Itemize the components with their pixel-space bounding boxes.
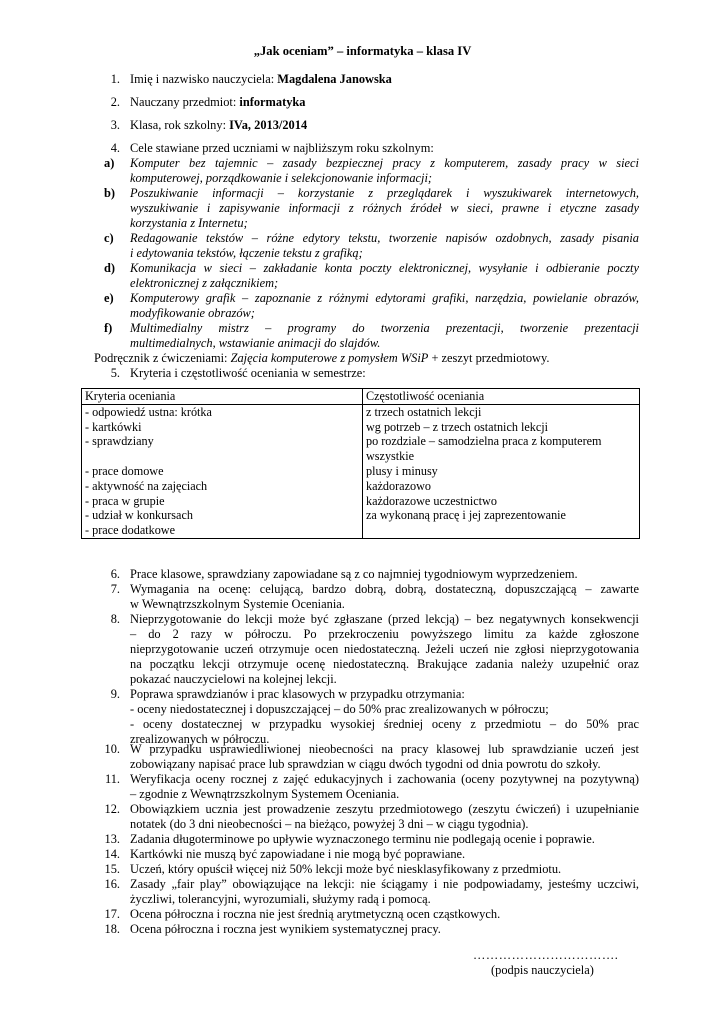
rule-line: na początku lekcji otrzymuje ocenę niedostateczną. Brakujące zadania należy uzupełnić oraz [130,657,639,671]
frequency-line: za wykonaną pracę i jej zaprezentowanie [366,508,566,523]
criteria-line: - udział w konkursach [85,508,193,523]
rule-line: Prace klasowe, sprawdziany zapowiadane są z co najmniej tygodniowym wyprzedzeniem. [130,567,578,581]
goal-line: komputerowej, porządkowanie i selekcjonowanie informacji; [130,171,433,185]
rule-line: Obowiązkiem ucznia jest prowadzenie zeszytu przedmiotowego (zeszytu ćwiczeń) i uzupełnianie [130,802,639,816]
rule-number: 11. [104,772,120,786]
table-header-cell: Kryteria oceniania [82,389,363,405]
rule-number: 13. [104,832,120,846]
rule-number: 12. [104,802,120,816]
rule-number: 10. [104,742,120,756]
item-number: 5. [110,366,120,380]
goal-line: Komputer bez tajemnic – zasady bezpiecznej pracy z komputerem, zasady pracy w sieci [130,156,639,170]
table-header-cell: Częstotliwość oceniania [363,389,640,405]
criteria-line: - praca w grupie [85,493,165,508]
rule-line: Zadania długoterminowe po upływie wyznaczonego terminu nie podlegają ocenie i poprawie. [130,832,595,846]
criteria-line: - prace dodatkowe [85,523,176,538]
goal-line: Komunikacja w sieci – zakładanie konta poczty elektronicznej, wysyłanie i odbieranie poczty [130,261,639,275]
rule-number: 17. [104,907,120,921]
teacher-name-line: Imię i nazwisko nauczyciela: Magdalena Janowska [130,72,392,86]
goals-heading: Cele stawiane przed uczniami w najbliższym roku szkolnym: [130,141,434,155]
signature-line: ……………………………. [473,948,619,962]
frequency-line [366,523,636,538]
item-number: 4. [110,141,120,155]
rule-line: życzliwi, tolerancyjni, wyrozumiali, służymy radą i pomocą. [130,892,431,906]
goal-line: multimedialnych, wstawianie animacji do slajdów. [130,336,381,350]
textbook-line: Podręcznik z ćwiczeniami: Zajęcia komputerowe z pomysłem WSiP + zeszyt przedmiotowy. [94,351,550,365]
rule-line: Ocena półroczna i roczna nie jest średnią arytmetyczną ocen cząstkowych. [130,907,501,921]
rule-line: Kartkówki nie muszą być zapowiadane i nie mogą być poprawiane. [130,847,466,861]
rule-line: Ocena półroczna i roczna jest wynikiem systematycznej pracy. [130,922,441,936]
rule-line: – zgodnie z Wewnątrzszkolnym Systemem Oceniania. [130,787,400,801]
item-number: 2. [110,95,120,109]
rule-number: 14. [104,847,120,861]
criteria-line: - aktywność na zajęciach [85,478,208,493]
rule-line: zobowiązany napisać prace lub sprawdzian w ciągu dwóch tygodni od dnia powrotu do szkoły. [130,757,601,771]
frequency-line: po rozdziale – samodzielna praca z komputerem [366,434,602,449]
criteria-line: - kartkówki [85,419,142,434]
goal-line: korzystania z Internetu; [130,216,248,230]
goal-letter: c) [104,231,114,245]
rule-line: Uczeń, który opuścił więcej niż 50% lekcji może być niesklasyfikowany z przedmiotu. [130,862,562,876]
frequency-line: plusy i minusy [366,463,438,478]
rule-line: Wymagania na ocenę: celującą, bardzo dobrą, dobrą, dostateczną, dopuszczającą – zawarte [130,582,639,596]
document-title: „Jak oceniam” – informatyka – klasa IV [253,44,472,58]
goal-line: i edytowania tekstów, łączenie tekstu z grafiką; [130,246,363,260]
goal-letter: b) [104,186,116,200]
criteria-cell [82,404,363,538]
frequency-cell [363,404,640,538]
goal-letter: d) [104,261,116,275]
rule-number: 18. [104,922,120,936]
item-number: 3. [110,118,120,132]
rule-number: 7. [110,582,120,596]
criteria-line: - odpowiedź ustna: krótka [85,404,212,419]
rule-line: Poprawa sprawdzianów i prac klasowych w przypadku otrzymania: [130,687,465,701]
frequency-line: każdorazowe uczestnictwo [366,493,497,508]
table-row [82,404,640,538]
goal-line: Multimedialny mistrz – programy do tworzenia prezentacji, tworzenie prezentacji [130,321,639,335]
rule-line: zrealizowanych w półroczu. [130,732,270,746]
signature-label: (podpis nauczyciela) [491,963,594,977]
criteria-line [85,449,359,464]
rule-number: 15. [104,862,120,876]
frequency-line: wg potrzeb – z trzech ostatnich lekcji [366,419,549,434]
rule-line: Weryfikacja oceny rocznej z zajęć edukacyjnych i zachowania (oceny pozytywnej na pozytywną) [130,772,639,786]
rule-line: notatek (do 3 dni nieobecności – na bieżąco, powyżej 3 dni – w ciągu tygodnia). [130,817,529,831]
criteria-heading: Kryteria i częstotliwość oceniania w semestrze: [130,366,366,380]
goal-line: Poszukiwanie informacji – korzystanie z przeglądarek i wyszukiwarek internetowych, [130,186,639,200]
rule-number: 9. [110,687,120,701]
goal-letter: e) [104,291,114,305]
table-header-row [82,389,640,405]
goal-line: modyfikowanie obrazów; [130,306,255,320]
goal-line: Komputerowy grafik – zapoznanie z różnymi edytorami grafiki, narzędzia, powielanie obrazów, [130,291,639,305]
frequency-line: każdorazowo [366,478,431,493]
rule-line: pokazać nauczycielowi na kolejnej lekcji. [130,672,337,686]
rule-line: nieprzygotowanie uczeń otrzymuje ocen niedostateczną. Jeżeli uczeń nie zgłosi nieprzygotowania [130,642,639,656]
goal-line: elektronicznej z załącznikiem; [130,276,279,290]
criteria-table [81,388,640,539]
goal-letter: f) [104,321,113,335]
class-year-line: Klasa, rok szkolny: IVa, 2013/2014 [130,118,308,132]
rule-line: W przypadku usprawiedliwionej nieobecności na pracy klasowej lub sprawdzianie uczeń jest [130,742,639,756]
rule-line: – do 2 razy w półroczu. Po przekroczeniu powyższego limitu za każde zgłoszone [130,627,639,641]
rule-line: - oceny dostatecznej w przypadku wysokiej średniej oceny z przedmiotu – do 50% prac [130,717,639,731]
frequency-line: z trzech ostatnich lekcji [366,404,482,419]
goal-letter: a) [104,156,115,170]
item-number: 1. [110,72,120,86]
criteria-line: - prace domowe [85,463,164,478]
goal-line: Redagowanie tekstów – różne edytory tekstu, tworzenie napisów ozdobnych, zasady pisania [130,231,639,245]
subject-line: Nauczany przedmiot: informatyka [130,95,306,109]
rule-number: 6. [110,567,120,581]
goal-line: wyszukiwanie i zapisywanie informacji z różnych źródeł w sieci, prawne i etyczne zasady [130,201,639,215]
frequency-line: wszystkie [366,449,415,464]
rule-number: 16. [104,877,120,891]
rule-line: Zasady „fair play” obowiązujące na lekcji: nie ściągamy i nie podpowiadamy, jesteśmy uczciwi, [130,877,639,891]
criteria-line: - sprawdziany [85,434,154,449]
rule-line: w Wewnątrzszkolnym Systemie Oceniania. [130,597,345,611]
rule-line: Nieprzygotowanie do lekcji może być zgłaszane (przed lekcją) – bez negatywnych konsekwencji [130,612,639,626]
rule-number: 8. [110,612,120,626]
rule-line: - oceny niedostatecznej i dopuszczającej – do 50% prac zrealizowanych w półroczu; [130,702,549,716]
